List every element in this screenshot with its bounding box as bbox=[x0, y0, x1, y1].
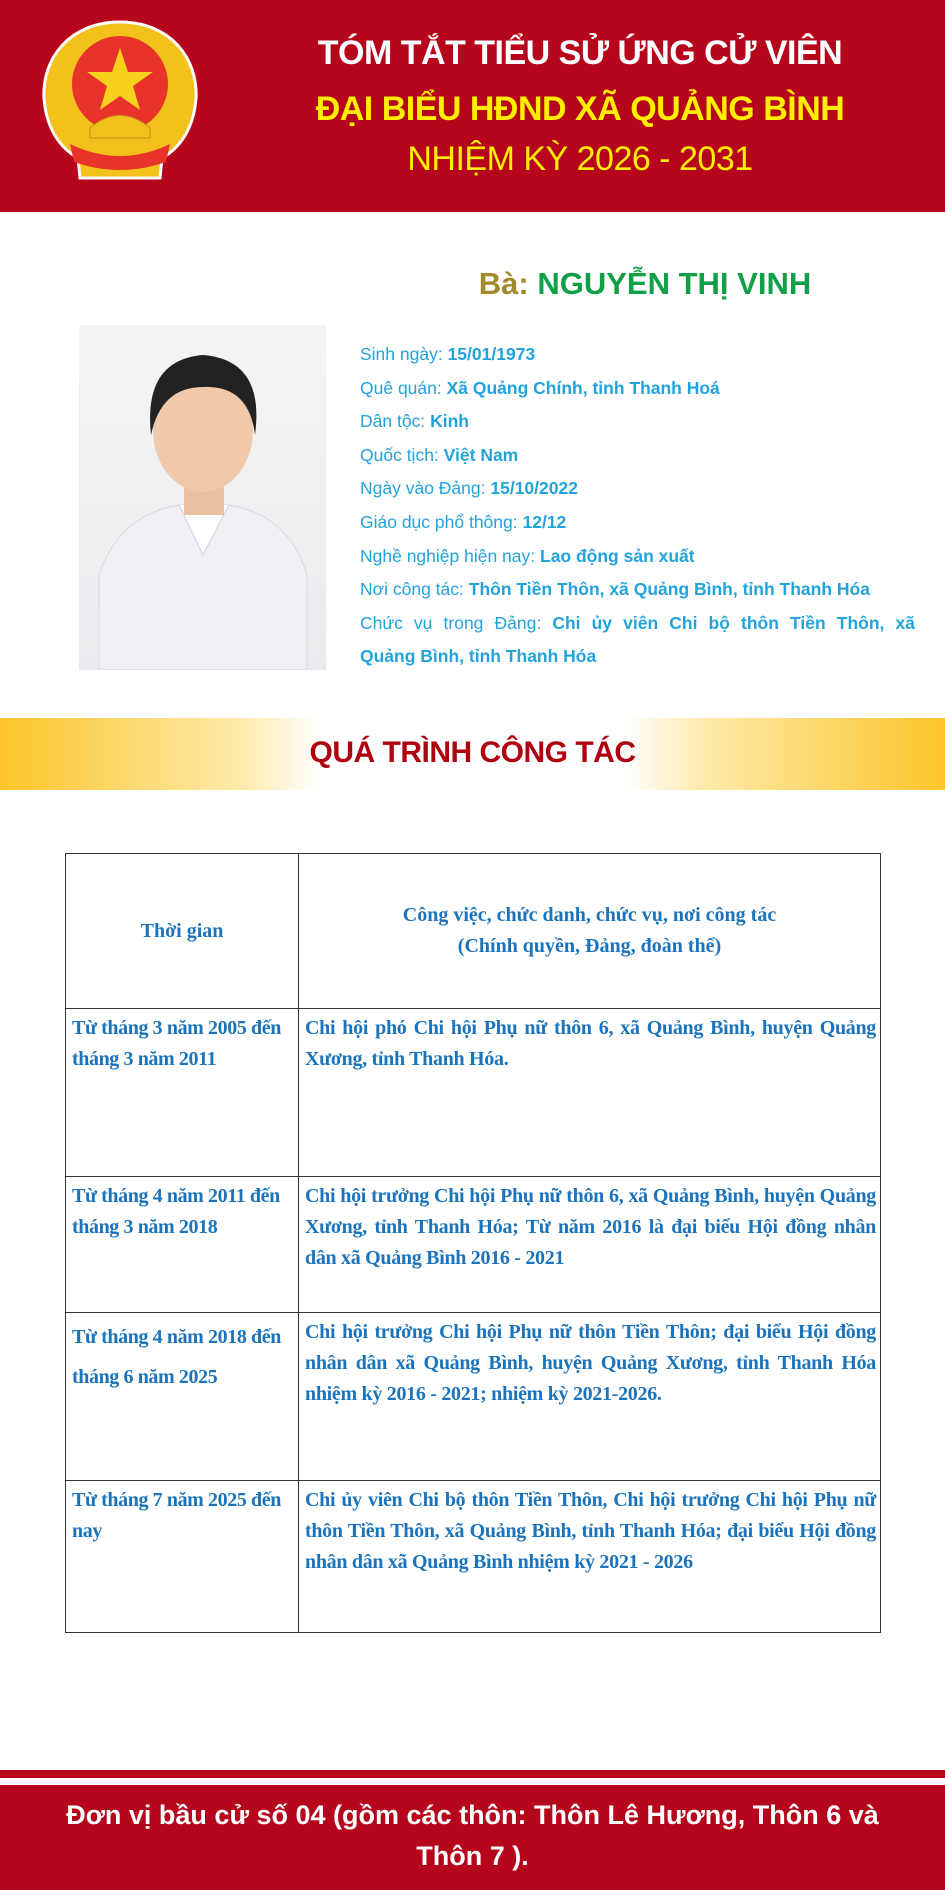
info-workplace: Nơi công tác: Thôn Tiền Thôn, xã Quảng Bình, tỉnh Thanh Hóa bbox=[360, 579, 870, 600]
row-time: Từ tháng 7 năm 2025 đến nay bbox=[66, 1481, 299, 1633]
row-description: Chi hội trưởng Chi hội Phụ nữ thôn 6, xã Quảng Bình, huyện Quảng Xương, tỉnh Thanh Hóa; Từ năm 2016 là đại biểu Hội đồng nhân dân xã Quảng Bình 2016 - 2021 bbox=[299, 1177, 881, 1313]
candidate-info bbox=[360, 338, 915, 674]
row-description: Chi ủy viên Chi bộ thôn Tiền Thôn, Chi hội trưởng Chi hội Phụ nữ thôn Tiền Thôn, xã Quảng Bình, tỉnh Thanh Hóa; đại biểu Hội đồng nhân dân xã Quảng Bình nhiệm kỳ 2021 - 2026 bbox=[299, 1481, 881, 1633]
header-banner bbox=[0, 0, 945, 212]
info-occupation: Nghề nghiệp hiện nay: Lao động sản xuất bbox=[360, 545, 695, 566]
row-time: Từ tháng 3 năm 2005 đến tháng 3 năm 2011 bbox=[66, 1009, 299, 1177]
table-row bbox=[66, 1009, 881, 1177]
info-party-position: Chức vụ trong Đảng: Chi ủy viên Chi bộ thôn Tiền Thôn, xã bbox=[360, 612, 915, 633]
candidate-photo bbox=[79, 325, 326, 670]
section-title: QUÁ TRÌNH CÔNG TÁC bbox=[309, 736, 636, 769]
header-term: NHIỆM KỲ 2026 - 2031 bbox=[407, 140, 753, 178]
row-time: Từ tháng 4 năm 2018 đến tháng 6 năm 2025 bbox=[66, 1313, 299, 1481]
info-birth: Sinh ngày: 15/01/1973 bbox=[360, 344, 536, 364]
info-party-position-cont: Quảng Bình, tỉnh Thanh Hóa bbox=[360, 646, 597, 667]
candidate-name bbox=[340, 266, 945, 302]
header-description: Công việc, chức danh, chức vụ, nơi công tác (Chính quyền, Đảng, đoàn thể) bbox=[299, 854, 881, 1009]
work-history-table bbox=[65, 853, 881, 1633]
table-row bbox=[66, 1481, 881, 1633]
info-hometown: Quê quán: Xã Quảng Chính, tỉnh Thanh Hoá bbox=[360, 377, 720, 398]
info-party-date: Ngày vào Đảng: 15/10/2022 bbox=[360, 478, 578, 499]
row-description: Chi hội trưởng Chi hội Phụ nữ thôn Tiền Thôn; đại biểu Hội đồng nhân dân xã Quảng Bình, huyện Quảng Xương, tỉnh Thanh Hóa nhiệm kỳ 2016 - 2021; nhiệm kỳ 2021-2026. bbox=[299, 1313, 881, 1481]
header-subtitle: ĐẠI BIỂU HĐND XÃ QUẢNG BÌNH bbox=[315, 90, 845, 128]
name-prefix: Bà: bbox=[478, 266, 529, 301]
table-row bbox=[66, 1313, 881, 1481]
info-education: Giáo dục phổ thông: 12/12 bbox=[360, 511, 567, 532]
row-time: Từ tháng 4 năm 2011 đến tháng 3 năm 2018 bbox=[66, 1177, 299, 1313]
footer-divider bbox=[0, 1770, 945, 1778]
row-description: Chi hội phó Chi hội Phụ nữ thôn 6, xã Quảng Bình, huyện Quảng Xương, tỉnh Thanh Hóa. bbox=[299, 1009, 881, 1177]
table-header-row bbox=[66, 854, 881, 1009]
header-title: TÓM TẮT TIỂU SỬ ỨNG CỬ VIÊN bbox=[317, 34, 843, 72]
name-value: NGUYỄN THỊ VINH bbox=[537, 266, 812, 301]
header-time: Thời gian bbox=[66, 854, 299, 1009]
footer-electoral-unit: Đơn vị bầu cử số 04 (gồm các thôn: Thôn Lê Hương, Thôn 6 và Thôn 7 ). bbox=[0, 1785, 945, 1890]
info-nationality: Quốc tịch: Việt Nam bbox=[360, 444, 519, 465]
section-banner bbox=[0, 718, 945, 790]
table-row bbox=[66, 1177, 881, 1313]
national-emblem-icon bbox=[40, 18, 200, 180]
info-ethnicity: Dân tộc: Kinh bbox=[360, 411, 469, 432]
